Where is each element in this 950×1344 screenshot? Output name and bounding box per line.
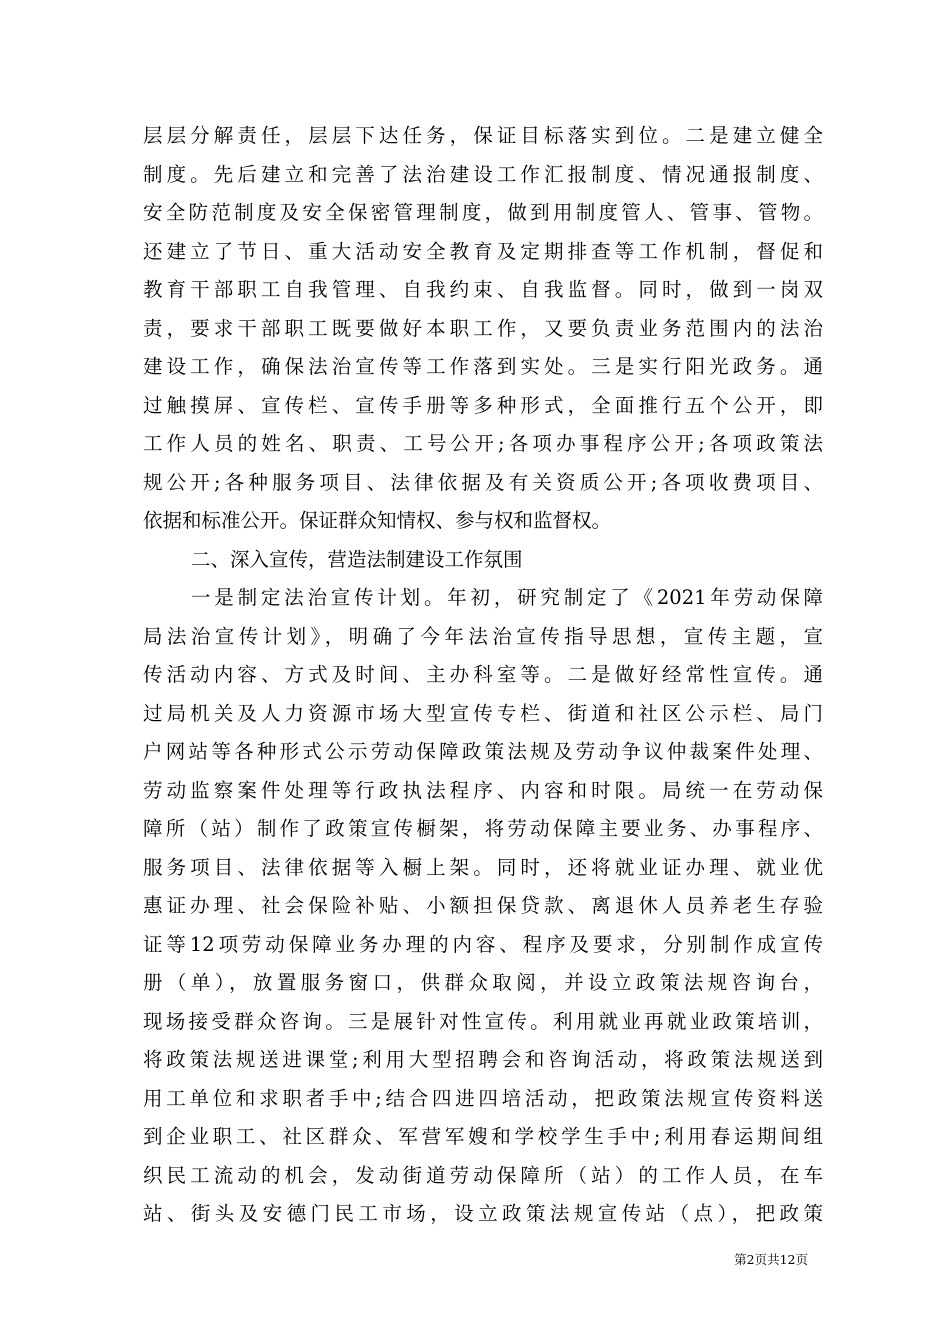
text-line: 依据和标准公开。保证群众知情权、参与权和监督权。 — [143, 509, 612, 532]
text-line: 服务项目、法律依据等入橱上架。同时，还将就业证办理、就业优 — [143, 855, 823, 879]
text-line: 建设工作，确保法治宣传等工作落到实处。三是实行阳光政务。通 — [143, 355, 823, 378]
page-number-footer: 第2页共12页 — [734, 1252, 808, 1267]
text-line: 织民工流动的机会，发动街道劳动保障所（站）的工作人员，在车 — [143, 1163, 823, 1187]
text-line: 将政策法规送进课堂;利用大型招聘会和咨询活动，将政策法规送到 — [143, 1048, 823, 1071]
text-line: 证等12项劳动保障业务办理的内容、程序及要求，分别制作成宣传 — [143, 932, 823, 956]
text-line: 障所（站）制作了政策宣传橱架，将劳动保障主要业务、办事程序、 — [143, 817, 823, 840]
text-line: 教育干部职工自我管理、自我约束、自我监督。同时，做到一岗双 — [143, 278, 823, 301]
text-line: 规公开;各种服务项目、法律依据及有关资质公开;各项收费项目、 — [143, 470, 823, 494]
text-line: 现场接受群众咨询。三是展针对性宣传。利用就业再就业政策培训， — [143, 1009, 823, 1033]
text-line: 局法治宣传计划》，明确了今年法治宣传指导思想，宣传主题，宣 — [143, 624, 823, 648]
body-text — [143, 117, 823, 1234]
text-line: 户网站等各种形式公示劳动保障政策法规及劳动争议仲裁案件处理、 — [143, 740, 823, 763]
text-line: 工作人员的姓名、职责、工号公开;各项办事程序公开;各项政策法 — [143, 432, 823, 455]
text-line: 劳动监察案件处理等行政执法程序、内容和时限。局统一在劳动保 — [143, 778, 823, 802]
text-line: 册（单），放置服务窗口，供群众取阅，并设立政策法规咨询台， — [143, 971, 823, 994]
section-heading: 二、深入宣传，营造法制建设工作氛围 — [191, 547, 523, 571]
text-line: 责，要求干部职工既要做好本职工作，又要负责业务范围内的法治 — [143, 316, 823, 340]
text-line: 还建立了节日、重大活动安全教育及定期排查等工作机制，督促和 — [143, 239, 823, 263]
text-line: 到企业职工、社区群众、军营军嫂和学校学生手中;利用春运期间组 — [143, 1125, 823, 1148]
text-line: 层层分解责任，层层下达任务，保证目标落实到位。二是建立健全 — [143, 124, 823, 147]
text-line: 制度。先后建立和完善了法治建设工作汇报制度、情况通报制度、 — [143, 162, 823, 186]
text-line: 安全防范制度及安全保密管理制度，做到用制度管人、管事、管物。 — [143, 201, 823, 224]
text-line: 过局机关及人力资源市场大型宣传专栏、街道和社区公示栏、局门 — [143, 701, 823, 725]
text-line: 用工单位和求职者手中;结合四进四培活动，把政策法规宣传资料送 — [143, 1086, 823, 1110]
text-line: 站、街头及安德门民工市场，设立政策法规宣传站（点），把政策 — [143, 1202, 823, 1225]
text-line: 传活动内容、方式及时间、主办科室等。二是做好经常性宣传。通 — [143, 663, 823, 686]
text-line: 惠证办理、社会保险补贴、小额担保贷款、离退休人员养老生存验 — [143, 894, 823, 917]
text-line: 一是制定法治宣传计划。年初，研究制定了《2021年劳动保障 — [191, 586, 823, 609]
text-line: 过触摸屏、宣传栏、宣传手册等多种形式，全面推行五个公开，即 — [143, 393, 823, 417]
